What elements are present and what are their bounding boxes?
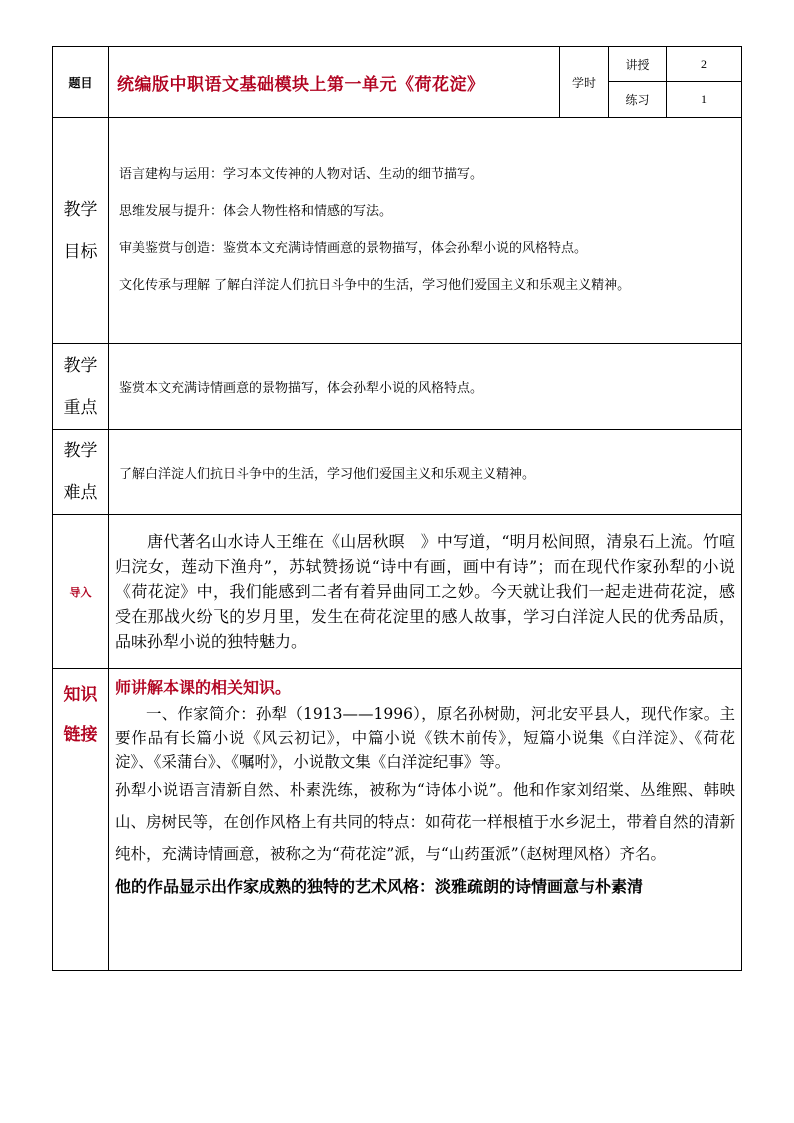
objectives-cell: [109, 118, 742, 344]
difficulties-label: [53, 430, 109, 515]
knowledge-heading: 师讲解本课的相关知识。: [115, 678, 292, 697]
key-points-label-line-2: 重点: [63, 397, 98, 418]
lesson-plan-table: [52, 46, 742, 971]
knowledge-paragraph: 孙犁小说语言清新自然、朴素洗练，被称为“诗体小说”。他和作家刘绍棠、丛维熙、韩映山、房树民等，在创作风格上有共同的特点：如荷花一样根植于水乡泥土，带着自然的清新纯朴，充满诗情画意，被称之为“荷花淀”派，与“山药蛋派”（赵树理风格）齐名。: [115, 781, 736, 863]
practice-label: 练习: [609, 82, 667, 118]
intro-text: 唐代著名山水诗人王维在《山居秋暝 》中写道，“明月松间照，清泉石上流。竹喧归浣女，莲动下渔舟”，苏轼赞扬说“诗中有画，画中有诗”；而在现代作家孙犁的小说《荷花淀》中，我们能感到二者有着异曲同工之妙。今天就让我们一起走进荷花淀，感受在那战火纷飞的岁月里，发生在荷花淀里的感人故事，学习白洋淀人民的优秀品质，品味孙犁小说的独特魅力。: [115, 532, 735, 651]
intro-label: 导入: [53, 515, 109, 669]
practice-hours: 1: [667, 82, 742, 118]
key-points-cell: [109, 344, 742, 430]
knowledge-paragraph: 他的作品显示出作家成熟的独特的艺术风格：淡雅疏朗的诗情画意与朴素清: [115, 877, 644, 896]
objectives-label-line-2: 目标: [63, 241, 98, 262]
difficulties-text: 了解白洋淀人们抗日斗争中的生活，学习他们爱国主义和乐观主义精神。: [119, 466, 536, 482]
lecture-hours: 2: [667, 47, 742, 82]
difficulties-label-line-2: 难点: [63, 483, 98, 503]
objective-item: 语言建构与运用：学习本文传神的人物对话、生动的细节描写。: [119, 167, 484, 182]
key-points-text: 鉴赏本文充满诗情画意的景物描写，体会孙犁小说的风格特点。: [119, 381, 484, 396]
knowledge-paragraph: 一、作家简介：孙犁（1913——1996），原名孙树勋，河北安平县人，现代作家。主要作品有长篇小说《风云初记》，中篇小说《铁木前传》，短篇小说集《白洋淀》、《荷花淀》、《采蒲台》、《嘱咐》，小说散文集《白洋淀纪事》等。: [115, 705, 735, 771]
intro-cell: [109, 515, 742, 669]
key-points-label: [53, 344, 109, 430]
lecture-label: 讲授: [609, 47, 667, 82]
key-points-label-line-1: 教学: [63, 355, 98, 376]
knowledge-cell: [109, 669, 742, 971]
title-label: 题目: [53, 47, 109, 118]
knowledge-label: [53, 669, 109, 971]
knowledge-label-line-1: 知识: [63, 685, 98, 705]
objectives-label: [53, 118, 109, 344]
knowledge-label-line-2: 链接: [63, 725, 98, 745]
hours-label: 学时: [560, 47, 609, 118]
objective-item: 思维发展与提升：体会人物性格和情感的写法。: [119, 204, 393, 219]
difficulties-cell: [109, 430, 742, 515]
objective-item: 审美鉴赏与创造：鉴赏本文充满诗情画意的景物描写，体会孙犁小说的风格特点。: [119, 241, 588, 256]
objective-item: 文化传承与理解 了解白洋淀人们抗日斗争中的生活，学习他们爱国主义和乐观主义精神。: [119, 278, 631, 293]
lesson-title: 统编版中职语文基础模块上第一单元《荷花淀》: [109, 47, 560, 118]
objectives-label-line-1: 教学: [63, 199, 98, 220]
difficulties-label-line-1: 教学: [63, 441, 98, 461]
